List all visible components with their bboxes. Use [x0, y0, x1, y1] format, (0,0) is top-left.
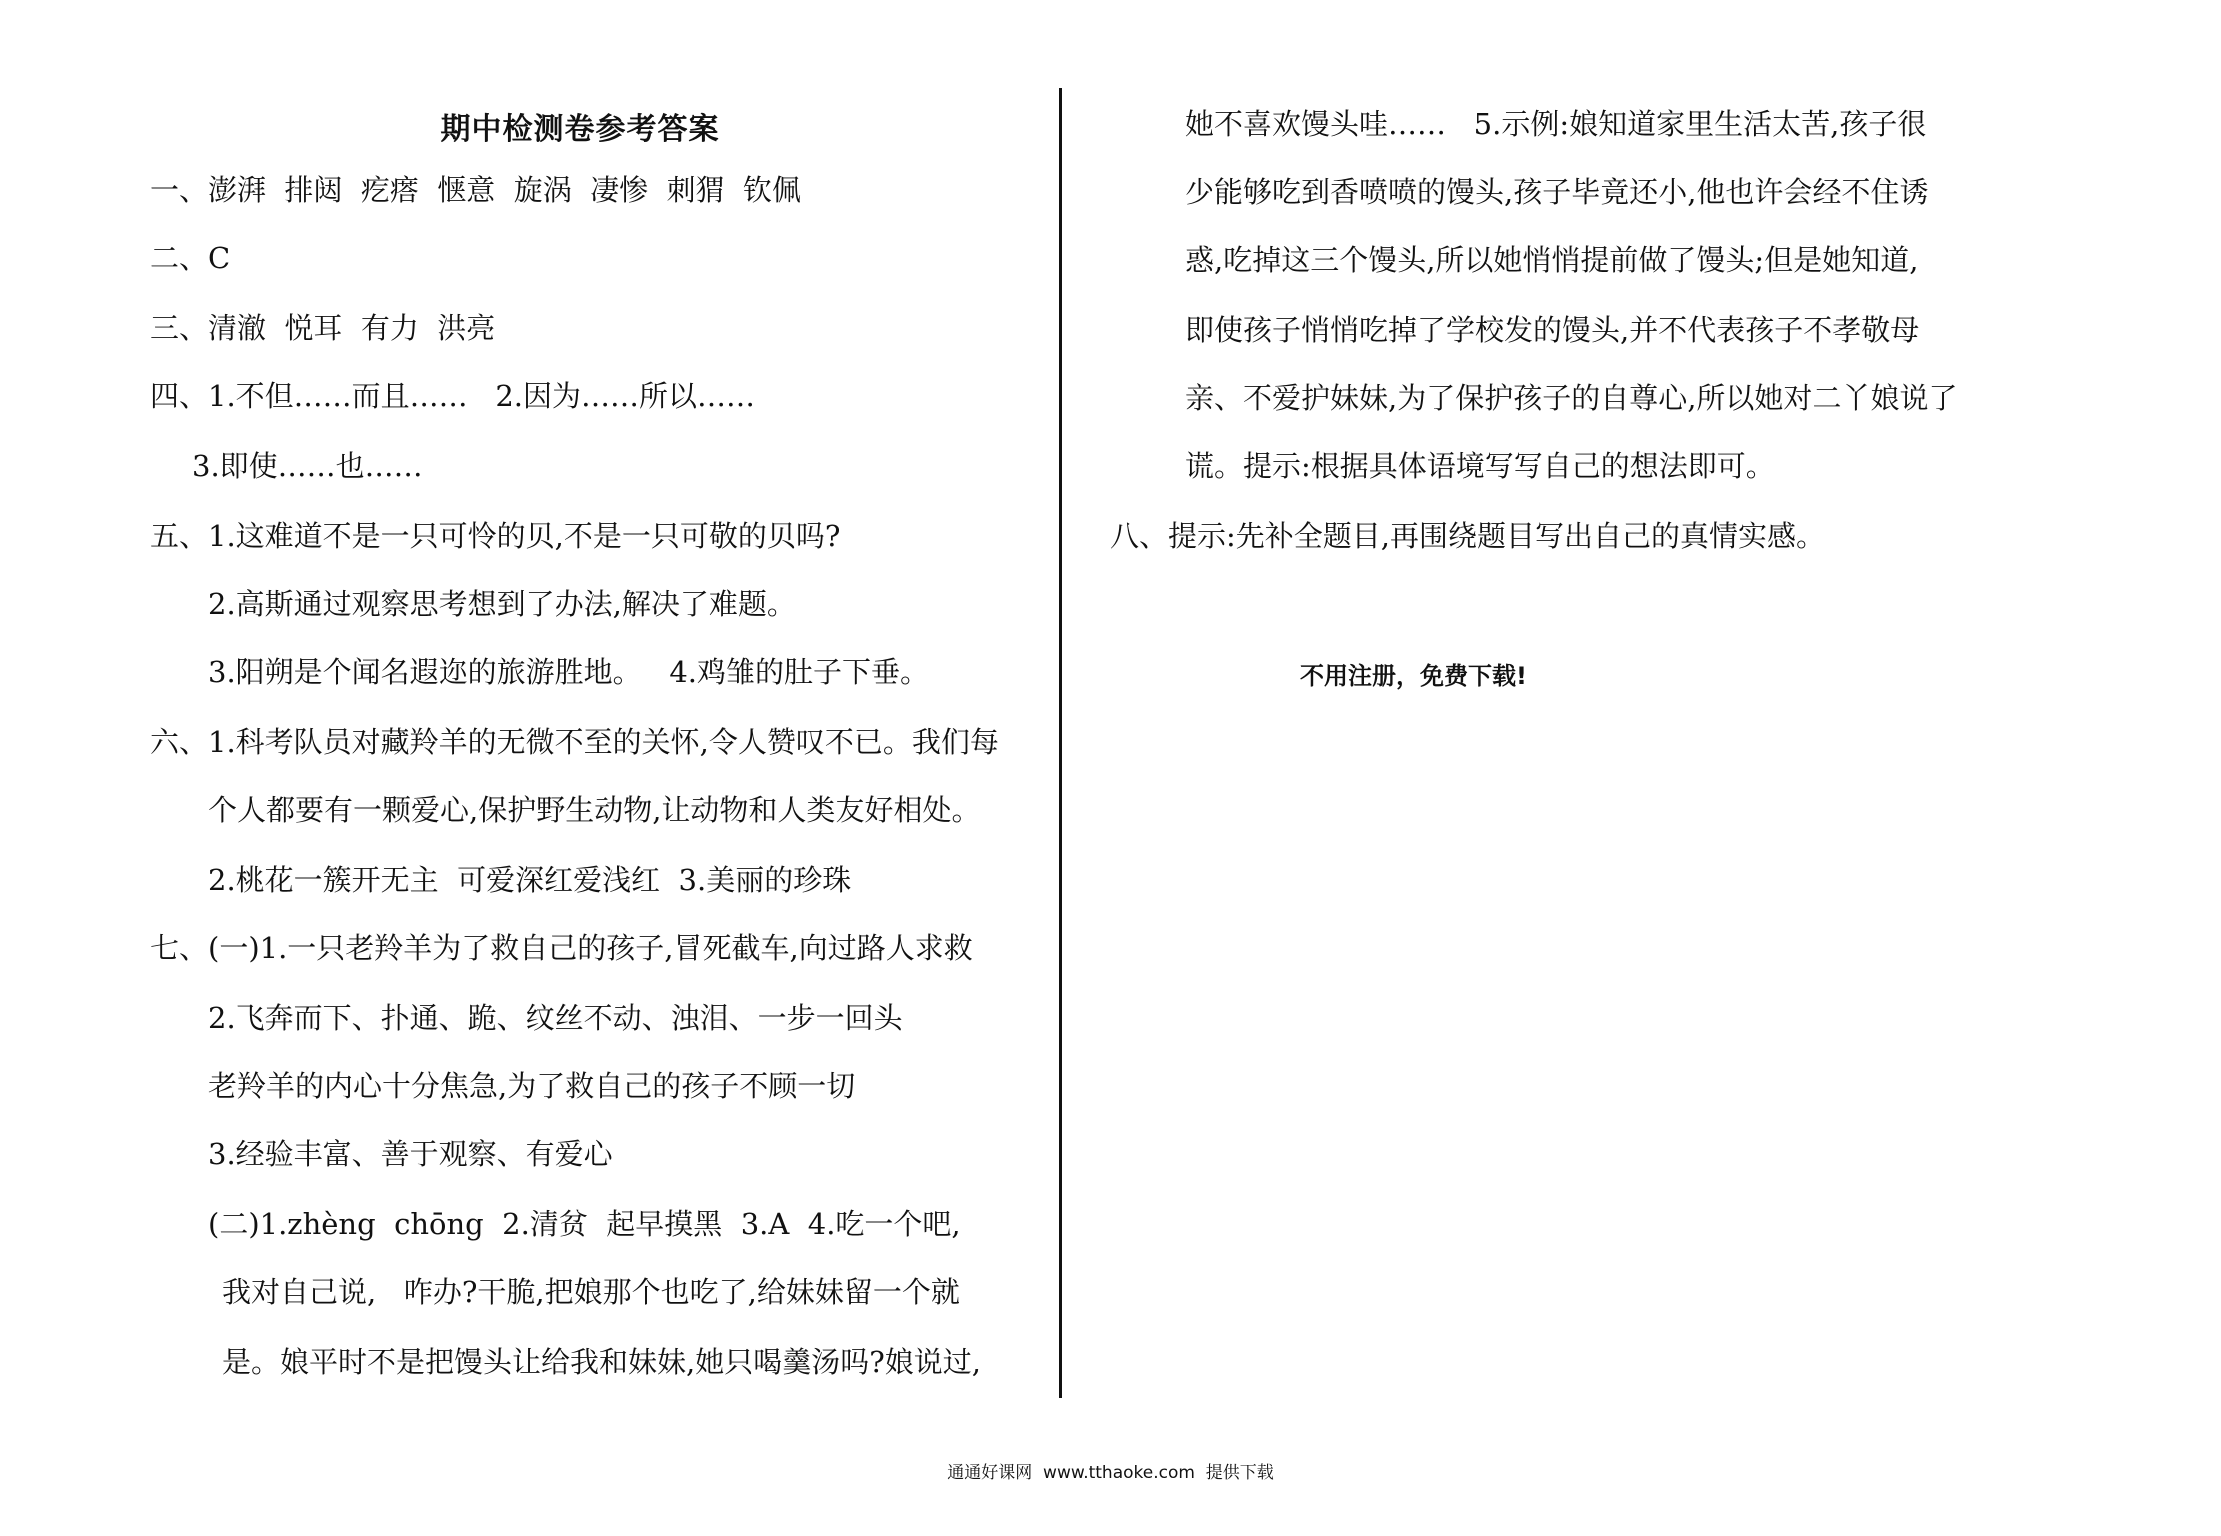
answer-line-7-part2-cont-7: 亲、不爱护妹妹,为了保护孩子的自尊心,所以她对二丫娘说了 — [1185, 381, 1958, 415]
answer-line-3: 三、清澈 悦耳 有力 洪亮 — [150, 311, 496, 345]
answer-line-6: 六、1.科考队员对藏羚羊的无微不至的关怀,令人赞叹不已。我们每 — [150, 725, 999, 759]
footer-source: 通通好课网 www.tthaoke.com 提供下载 — [947, 1463, 1274, 1483]
answer-line-7-part2: (二)1.zhèng chōng 2.清贫 起早摸黑 3.A 4.吃一个吧, — [208, 1207, 961, 1241]
answer-line-5: 五、1.这难道不是一只可怜的贝,不是一只可敬的贝吗? — [150, 519, 841, 553]
answer-line-5-2: 2.高斯通过观察思考想到了办法,解决了难题。 — [208, 587, 796, 621]
answer-line-7-part2-cont-5: 惑,吃掉这三个馒头,所以她悄悄提前做了馒头;但是她知道, — [1185, 243, 1919, 277]
column-divider — [1059, 88, 1062, 1398]
answer-line-7-part2-cont-6: 即使孩子悄悄吃掉了学校发的馒头,并不代表孩子不孝敬母 — [1185, 313, 1920, 347]
answer-line-7-part2-cont-3: 她不喜欢馒头哇…… 5.示例:娘知道家里生活太苦,孩子很 — [1185, 107, 1927, 141]
answer-line-2: 二、C — [150, 241, 231, 275]
answer-line-7-part2-cont-2: 是。娘平时不是把馒头让给我和妹妹,她只喝羹汤吗?娘说过, — [222, 1345, 981, 1379]
answer-line-5-3: 3.阳朔是个闻名遐迩的旅游胜地。 4.鸡雏的肚子下垂。 — [208, 655, 929, 689]
answer-line-7: 七、(一)1.一只老羚羊为了救自己的孩子,冒死截车,向过路人求救 — [150, 931, 973, 965]
answer-line-7-3: 3.经验丰富、善于观察、有爱心 — [208, 1137, 613, 1171]
answer-line-7-2: 2.飞奔而下、扑通、跪、纹丝不动、浊泪、一步一回头 — [208, 1001, 903, 1035]
answer-line-1: 一、澎湃 排闼 疙瘩 惬意 旋涡 凄惨 刺猬 钦佩 — [150, 173, 802, 207]
answer-line-7-part2-cont-8: 谎。提示:根据具体语境写写自己的想法即可。 — [1185, 449, 1775, 483]
answer-line-4: 四、1.不但……而且…… 2.因为……所以…… — [150, 379, 755, 413]
answer-line-7-part2-cont-1: 我对自己说, 咋办?干脆,把娘那个也吃了,给妹妹留一个就 — [222, 1275, 960, 1309]
answer-line-4-cont: 3.即使……也…… — [192, 449, 423, 483]
answer-line-6-2: 2.桃花一簇开无主 可爱深红爱浅红 3.美丽的珍珠 — [208, 863, 852, 897]
answer-line-6-cont: 个人都要有一颗爱心,保护野生动物,让动物和人类友好相处。 — [208, 793, 981, 827]
answer-line-8: 八、提示:先补全题目,再围绕题目写出自己的真情实感。 — [1110, 519, 1825, 553]
promo-text: 不用注册，免费下载! — [1300, 662, 1527, 690]
answer-line-7-2-cont: 老羚羊的内心十分焦急,为了救自己的孩子不顾一切 — [208, 1069, 856, 1103]
answer-line-7-part2-cont-4: 少能够吃到香喷喷的馒头,孩子毕竟还小,他也许会经不住诱 — [1185, 175, 1929, 209]
page-title: 期中检测卷参考答案 — [440, 112, 720, 147]
